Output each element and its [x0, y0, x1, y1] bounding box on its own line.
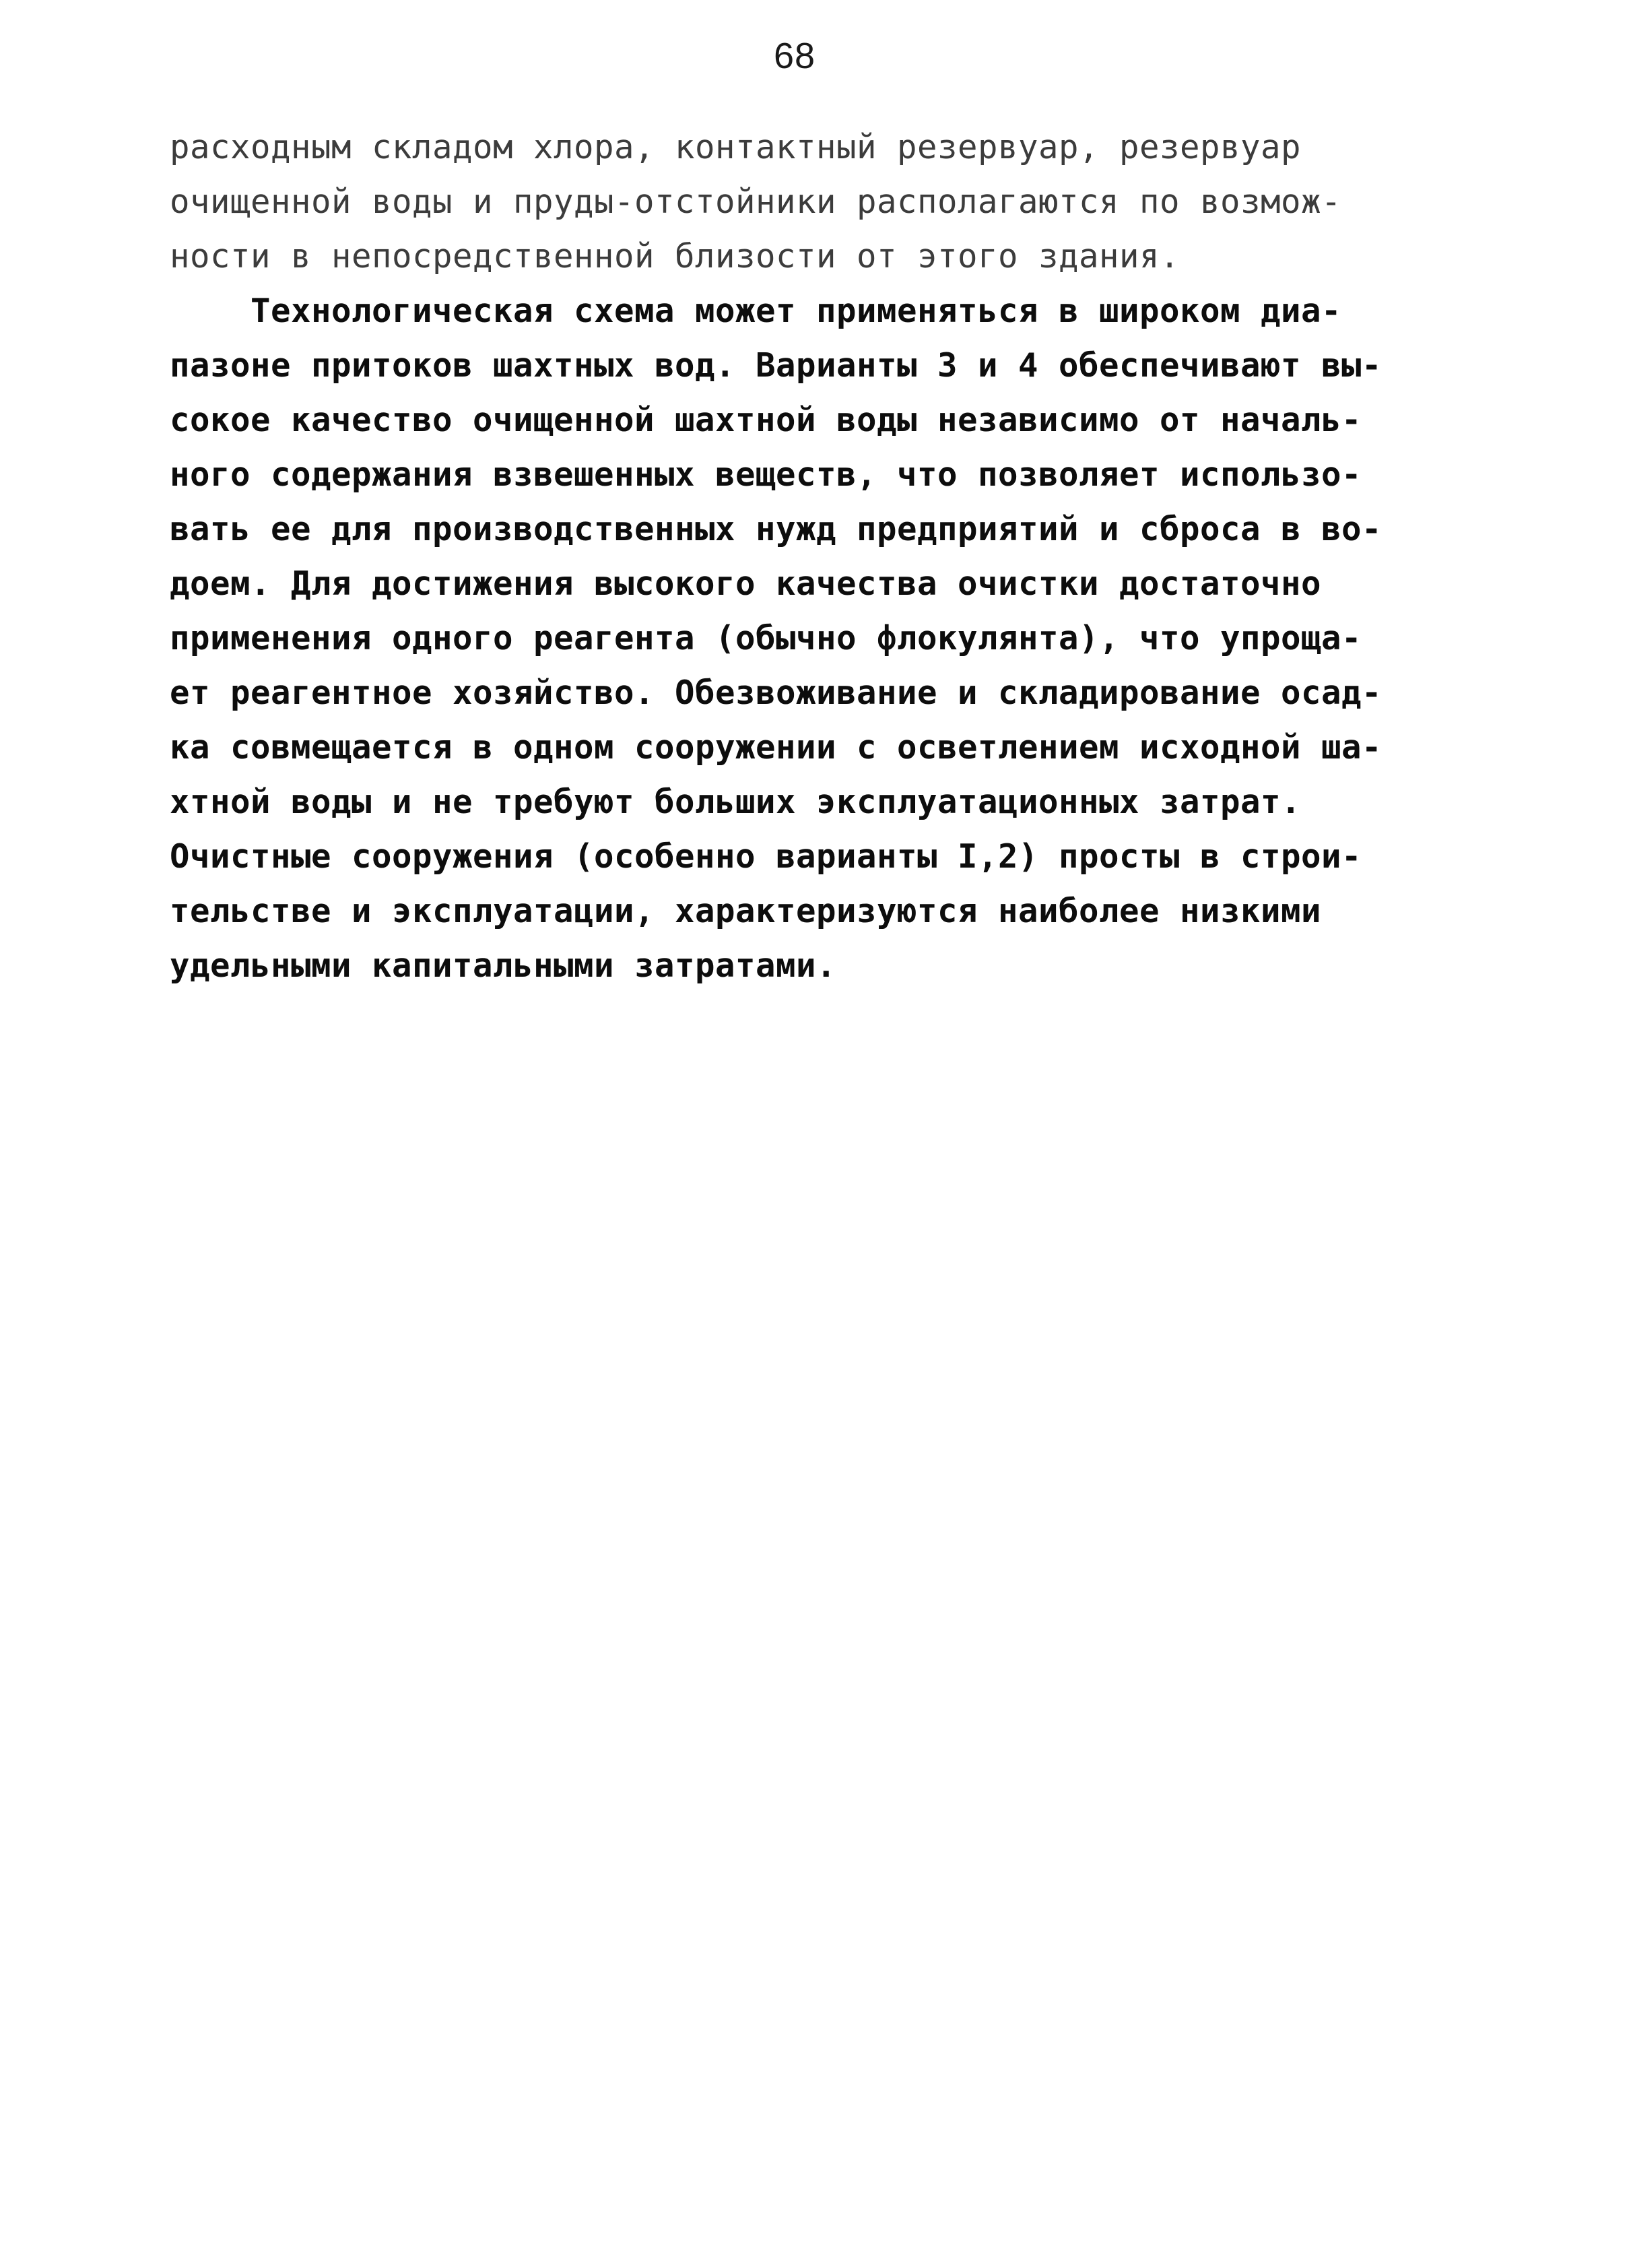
text-line: ного содержания взвешенных веществ, что позволяет использо- [170, 455, 1362, 494]
text-line: расходным складом хлора, контактный резервуар, резервуар [170, 128, 1302, 166]
text-line: удельными капитальными затратами. [170, 946, 837, 985]
text-line: ка совмещается в одном сооружении с осветлением исходной ша- [170, 728, 1383, 767]
text-line: доем. Для достижения высокого качества очистки достаточно [170, 564, 1322, 603]
page-number: 68 [773, 36, 816, 76]
text-line: Очистные сооружения (особенно варианты I,2) просты в строи- [170, 837, 1362, 876]
paragraph-2 [170, 284, 1490, 993]
text-line: применения одного реагента (обычно флокулянта), что упроща- [170, 619, 1362, 657]
text-line: сокое качество очищенной шахтной воды независимо от началь- [170, 401, 1362, 439]
text-line: ности в непосредственной близости от этого здания. [170, 237, 1180, 276]
text-line: ет реагентное хозяйство. Обезвоживание и складирование осад- [170, 674, 1383, 712]
text-line: тельстве и эксплуатации, характеризуются наиболее низкими [170, 892, 1322, 930]
body-text [170, 120, 1490, 993]
text-line: пазоне притоков шахтных вод. Варианты 3 и 4 обеспечивают вы- [170, 346, 1383, 385]
text-line: очищенной воды и пруды-отстойники располагаются по возмож- [170, 183, 1342, 221]
text-line: хтной воды и не требуют больших эксплуатационных затрат. [170, 783, 1302, 821]
text-line: Технологическая схема может применяться в широком диа- [170, 292, 1342, 330]
paragraph-1 [170, 120, 1490, 284]
text-line: вать ее для производственных нужд предприятий и сброса в во- [170, 510, 1383, 548]
